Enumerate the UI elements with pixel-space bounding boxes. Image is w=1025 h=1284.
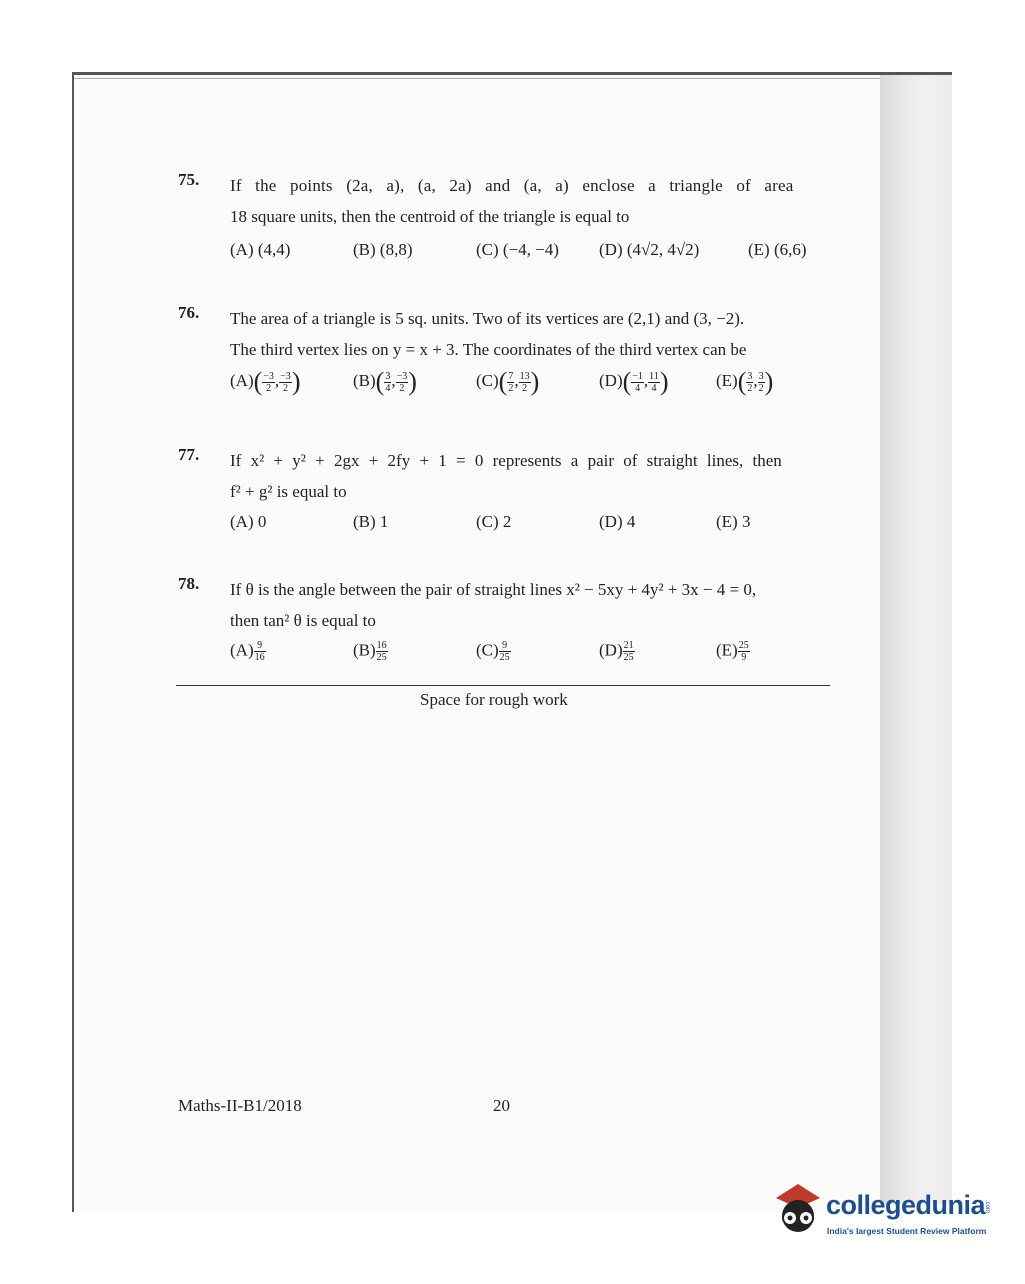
question-line-1: If the points (2a, a), (a, 2a) and (a, a) enclose a triangle of area [230, 176, 794, 195]
brand-tagline: India's largest Student Review Platform [827, 1226, 987, 1236]
question-line-2: 18 square units, then the centroid of the triangle is equal to [230, 207, 630, 226]
top-border [72, 72, 952, 75]
option-d[interactable]: (D) $\frac{21}{25}$ [599, 640, 634, 663]
option-e[interactable]: (E) $\frac{25}{9}$ [716, 640, 749, 663]
option-d[interactable]: (D)( $\frac{-1}{4}$ , $\frac{11}{4}$ ) [599, 367, 669, 396]
option-c[interactable]: (C) (−4, −4) [476, 240, 559, 259]
brand-name: collegedunia [826, 1190, 986, 1220]
paper-code: Maths-II-B1/2018 [178, 1096, 302, 1115]
option-a[interactable]: (A) 0 [230, 512, 267, 531]
options [230, 640, 830, 674]
option-e[interactable]: (E) (6,6) [748, 240, 807, 259]
question-number: 77. [178, 445, 200, 464]
option-c[interactable]: (C) $\frac{9}{25}$ [476, 640, 510, 663]
option-b[interactable]: (B) 1 [353, 512, 389, 531]
question-text [230, 445, 826, 507]
top-border-inner [72, 78, 880, 79]
brand-suffix: .com [984, 1200, 990, 1214]
question-number: 76. [178, 303, 200, 322]
question-line-2: then tan² θ is equal to [230, 611, 376, 630]
option-a[interactable]: (A) (4,4) [230, 240, 291, 259]
option-b[interactable]: (B) (8,8) [353, 240, 413, 259]
option-c[interactable]: (C) 2 [476, 512, 512, 531]
question-number: 75. [178, 170, 200, 189]
option-d[interactable]: (D) (4√2, 4√2) [599, 240, 700, 259]
option-e[interactable]: (E)( $\frac{3}{2}$ , $\frac{3}{2}$ ) [716, 367, 774, 396]
page-number: 20 [493, 1096, 510, 1115]
question-line-2: f² + g² is equal to [230, 482, 347, 501]
question-text [230, 170, 826, 232]
option-d[interactable]: (D) 4 [599, 512, 636, 531]
rough-work-divider [176, 685, 830, 686]
options [230, 240, 830, 274]
collegedunia-watermark [770, 1178, 1000, 1248]
left-border [72, 72, 74, 1212]
option-b[interactable]: (B)( $\frac{3}{4}$ , $\frac{-3}{2}$ ) [353, 367, 417, 396]
option-c[interactable]: (C)( $\frac{7}{2}$ , $\frac{13}{2}$ ) [476, 367, 540, 396]
question-number: 78. [178, 574, 200, 593]
option-a[interactable]: (A) $\frac{9}{16}$ [230, 640, 265, 663]
option-e[interactable]: (E) 3 [716, 512, 751, 531]
question-line-1: The area of a triangle is 5 sq. units. Two of its vertices are (2,1) and (3, −2). [230, 309, 745, 328]
rough-work-label: Space for rough work [420, 690, 568, 709]
question-line-2: The third vertex lies on y = x + 3. The coordinates of the third vertex can be [230, 340, 747, 359]
page-edge-shadow [880, 74, 952, 1204]
options [230, 367, 830, 401]
question-line-1: If x² + y² + 2gx + 2fy + 1 = 0 represents a pair of straight lines, then [230, 451, 782, 470]
question-line-1: If θ is the angle between the pair of straight lines x² − 5xy + 4y² + 3x − 4 = 0, [230, 580, 757, 599]
option-a[interactable]: (A)( $\frac{-3}{2}$ , $\frac{-3}{2}$ ) [230, 367, 301, 396]
option-b[interactable]: (B) $\frac{16}{25}$ [353, 640, 387, 663]
options [230, 512, 830, 546]
mascot-icon [770, 1178, 826, 1242]
question-text [230, 574, 826, 636]
question-text [230, 303, 826, 365]
